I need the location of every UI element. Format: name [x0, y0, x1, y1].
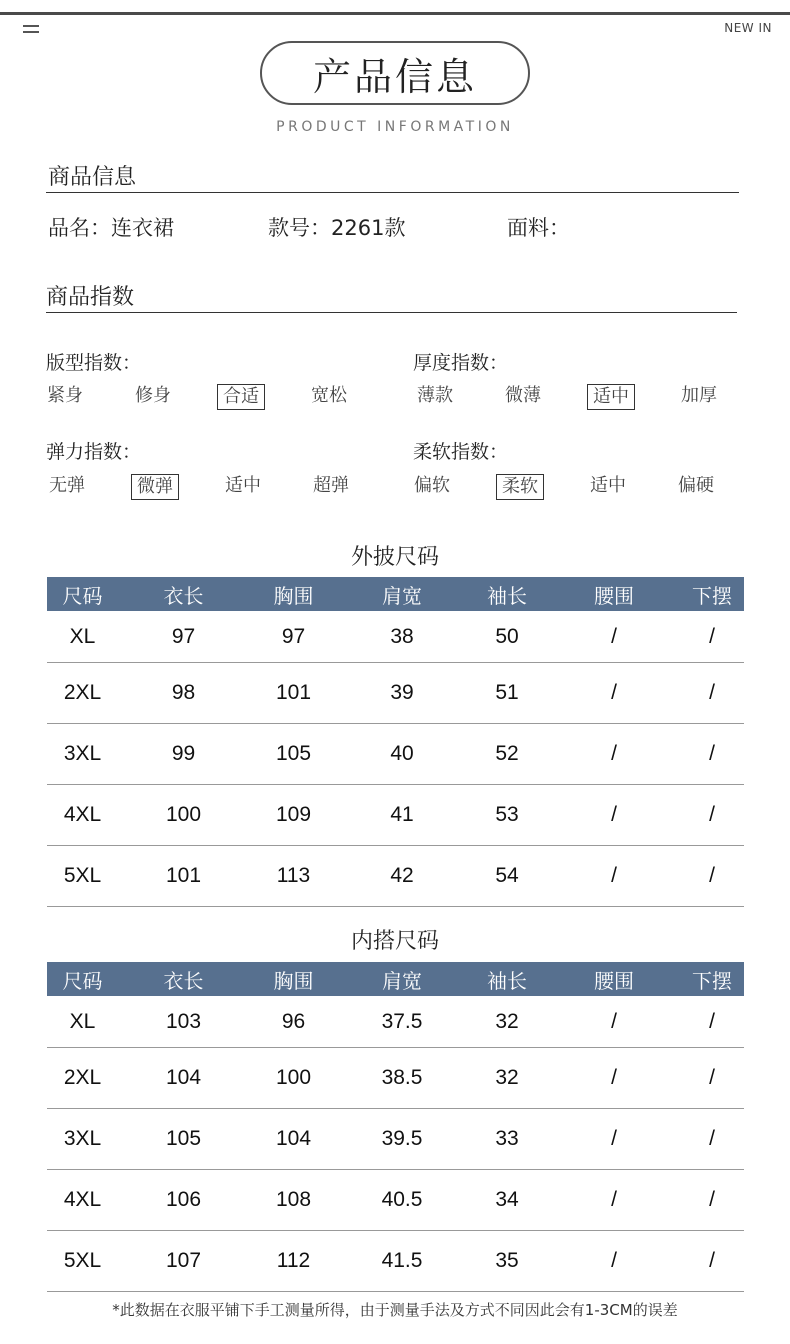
table-cell: / — [680, 663, 744, 724]
table-cell: 3XL — [47, 1109, 118, 1170]
table-cell: 101 — [249, 663, 338, 724]
table-cell: 40.5 — [338, 1170, 466, 1231]
inner-size-table — [47, 962, 744, 1292]
softness-option: 适中 — [590, 475, 626, 496]
table-cell: 103 — [118, 996, 249, 1048]
table-header-row — [47, 577, 744, 611]
thickness-option: 加厚 — [681, 385, 717, 406]
column-header: 胸围 — [249, 962, 338, 996]
table-cell: / — [680, 724, 744, 785]
table-cell: XL — [47, 611, 118, 663]
table-cell: 41.5 — [338, 1231, 466, 1292]
table-cell: / — [680, 1048, 744, 1109]
table-cell: 4XL — [47, 785, 118, 846]
table-row — [47, 1048, 744, 1109]
divider — [46, 192, 739, 193]
table-cell: 37.5 — [338, 996, 466, 1048]
table-cell: 32 — [466, 996, 548, 1048]
table-cell: 50 — [466, 611, 548, 663]
table-row — [47, 663, 744, 724]
softness-index-label: 柔软指数： — [413, 441, 509, 463]
thickness-option: 微薄 — [505, 385, 541, 406]
table-cell: 98 — [118, 663, 249, 724]
elasticity-option: 适中 — [225, 475, 261, 496]
table-cell: / — [548, 1231, 680, 1292]
table-cell: 97 — [249, 611, 338, 663]
outer-size-table — [47, 577, 744, 907]
table-cell: 97 — [118, 611, 249, 663]
column-header: 下摆 — [680, 577, 744, 611]
divider — [46, 312, 737, 313]
table-cell: 113 — [249, 846, 338, 907]
product-name: 品名：连衣裙 — [48, 216, 174, 240]
top-border — [0, 12, 790, 15]
table-cell: 2XL — [47, 663, 118, 724]
fit-option: 宽松 — [311, 385, 347, 406]
column-header: 胸围 — [249, 577, 338, 611]
fit-option: 修身 — [135, 385, 171, 406]
table-cell: 112 — [249, 1231, 338, 1292]
new-in-label: NEW IN — [724, 21, 772, 35]
elasticity-option: 超弹 — [313, 475, 349, 496]
table-cell: 100 — [249, 1048, 338, 1109]
elasticity-option-selected: 微弹 — [131, 474, 179, 500]
table-cell: 105 — [118, 1109, 249, 1170]
table-row — [47, 611, 744, 663]
table-cell: 104 — [249, 1109, 338, 1170]
table-cell: 109 — [249, 785, 338, 846]
outer-size-table-title: 外披尺码 — [350, 545, 439, 570]
table-row — [47, 846, 744, 907]
column-header: 衣长 — [118, 962, 249, 996]
column-header: 腰围 — [548, 962, 680, 996]
elasticity-index-label: 弹力指数： — [46, 441, 142, 463]
table-cell: 101 — [118, 846, 249, 907]
table-cell: / — [548, 611, 680, 663]
table-cell: 2XL — [47, 1048, 118, 1109]
table-cell: / — [548, 663, 680, 724]
table-row — [47, 1170, 744, 1231]
table-cell: 4XL — [47, 1170, 118, 1231]
table-cell: / — [680, 846, 744, 907]
elasticity-option: 无弹 — [49, 475, 85, 496]
table-cell: / — [548, 996, 680, 1048]
product-info-heading: 商品信息 — [48, 165, 137, 190]
style-number: 款号：2261款 — [268, 216, 406, 240]
column-header: 肩宽 — [338, 577, 466, 611]
table-cell: 40 — [338, 724, 466, 785]
table-cell: 38.5 — [338, 1048, 466, 1109]
fit-index-label: 版型指数： — [46, 352, 142, 374]
thickness-option: 薄款 — [417, 385, 453, 406]
measurement-footnote: *此数据在衣服平铺下手工测量所得，由于测量手法及方式不同因此会有1-3CM的误差 — [112, 1301, 678, 1319]
column-header: 尺码 — [47, 962, 118, 996]
table-cell: / — [680, 611, 744, 663]
softness-option: 偏硬 — [678, 475, 714, 496]
table-cell: 39 — [338, 663, 466, 724]
column-header: 尺码 — [47, 577, 118, 611]
table-cell: 52 — [466, 724, 548, 785]
table-cell: 53 — [466, 785, 548, 846]
fabric-label: 面料： — [507, 216, 570, 240]
table-cell: / — [548, 1170, 680, 1231]
column-header: 袖长 — [466, 577, 548, 611]
fit-option-selected: 合适 — [217, 384, 265, 410]
page-title: 产品信息 — [260, 41, 530, 105]
table-cell: 35 — [466, 1231, 548, 1292]
fit-option: 紧身 — [47, 385, 83, 406]
table-row — [47, 1231, 744, 1292]
table-row — [47, 785, 744, 846]
inner-size-table-title: 内搭尺码 — [350, 929, 439, 954]
table-cell: 107 — [118, 1231, 249, 1292]
column-header: 肩宽 — [338, 962, 466, 996]
table-cell: / — [680, 1109, 744, 1170]
column-header: 腰围 — [548, 577, 680, 611]
table-cell: 108 — [249, 1170, 338, 1231]
hamburger-menu-icon[interactable] — [23, 25, 39, 35]
table-cell: 5XL — [47, 846, 118, 907]
page-subtitle: PRODUCT INFORMATION — [276, 119, 514, 135]
table-cell: 51 — [466, 663, 548, 724]
table-cell: 38 — [338, 611, 466, 663]
table-row — [47, 1109, 744, 1170]
table-cell: / — [548, 785, 680, 846]
thickness-index-label: 厚度指数： — [413, 352, 509, 374]
table-cell: / — [680, 1231, 744, 1292]
table-cell: 41 — [338, 785, 466, 846]
table-cell: 32 — [466, 1048, 548, 1109]
table-cell: 96 — [249, 996, 338, 1048]
table-cell: 33 — [466, 1109, 548, 1170]
table-cell: / — [548, 724, 680, 785]
table-row — [47, 724, 744, 785]
table-cell: 100 — [118, 785, 249, 846]
thickness-option-selected: 适中 — [587, 384, 635, 410]
table-cell: / — [680, 785, 744, 846]
table-cell: / — [548, 846, 680, 907]
product-index-heading: 商品指数 — [46, 285, 135, 310]
table-cell: 106 — [118, 1170, 249, 1231]
table-cell: 105 — [249, 724, 338, 785]
table-cell: 34 — [466, 1170, 548, 1231]
column-header: 衣长 — [118, 577, 249, 611]
table-cell: 99 — [118, 724, 249, 785]
table-cell: / — [680, 996, 744, 1048]
table-cell: 104 — [118, 1048, 249, 1109]
column-header: 下摆 — [680, 962, 744, 996]
table-row — [47, 996, 744, 1048]
table-cell: / — [548, 1109, 680, 1170]
table-cell: 39.5 — [338, 1109, 466, 1170]
table-header-row — [47, 962, 744, 996]
table-cell: 54 — [466, 846, 548, 907]
table-cell: / — [548, 1048, 680, 1109]
table-cell: / — [680, 1170, 744, 1231]
table-cell: 5XL — [47, 1231, 118, 1292]
table-cell: XL — [47, 996, 118, 1048]
softness-option-selected: 柔软 — [496, 474, 544, 500]
table-cell: 42 — [338, 846, 466, 907]
column-header: 袖长 — [466, 962, 548, 996]
table-cell: 3XL — [47, 724, 118, 785]
softness-option: 偏软 — [414, 475, 450, 496]
